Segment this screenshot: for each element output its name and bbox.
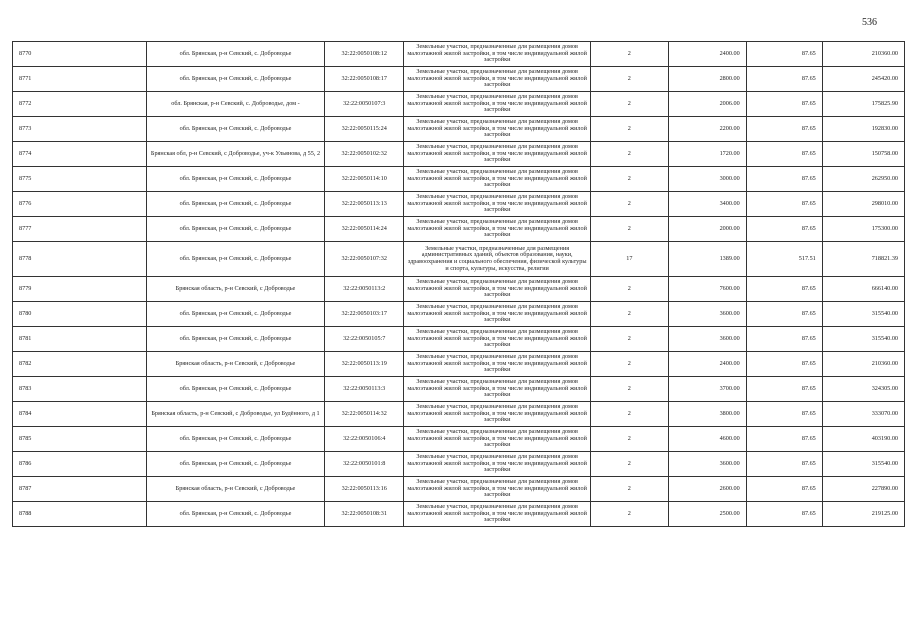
- table-row: [13, 477, 905, 502]
- area-cell: 3800.00: [668, 402, 746, 427]
- group-number-cell: 2: [591, 67, 668, 92]
- cadastral-number-cell: 32:22:0050108:12: [325, 42, 404, 67]
- row-number: 8785: [13, 427, 147, 452]
- row-number: 8779: [13, 277, 147, 302]
- specific-value-cell: 87.65: [746, 452, 822, 477]
- cadastral-number-cell: 32:22:0050114:32: [325, 402, 404, 427]
- cadastral-number-cell: 32:22:0050113:19: [325, 352, 404, 377]
- cadastral-value-cell: 227890.00: [822, 477, 904, 502]
- cadastral-number-cell: 32:22:0050105:7: [325, 327, 404, 352]
- cadastral-value-cell: 315540.00: [822, 327, 904, 352]
- table-row: [13, 402, 905, 427]
- cadastral-value-cell: 298010.00: [822, 192, 904, 217]
- area-cell: 2800.00: [668, 67, 746, 92]
- specific-value-cell: 517.51: [746, 242, 822, 277]
- cadastral-number-cell: 32:22:0050103:17: [325, 302, 404, 327]
- land-use-cell: Земельные участки, предназначенные для размещения домов малоэтажной жилой застройки, в том числе индивидуальной жилой застройки: [404, 452, 591, 477]
- row-number: 8770: [13, 42, 147, 67]
- specific-value-cell: 87.65: [746, 67, 822, 92]
- row-number: 8777: [13, 217, 147, 242]
- specific-value-cell: 87.65: [746, 217, 822, 242]
- group-number-cell: 2: [591, 477, 668, 502]
- specific-value-cell: 87.65: [746, 117, 822, 142]
- land-use-cell: Земельные участки, предназначенные для размещения домов малоэтажной жилой застройки, в том числе индивидуальной жилой застройки: [404, 402, 591, 427]
- table-row: [13, 502, 905, 527]
- area-cell: 2000.00: [668, 217, 746, 242]
- cadastral-number-cell: 32:22:0050113:16: [325, 477, 404, 502]
- row-number: 8773: [13, 117, 147, 142]
- group-number-cell: 2: [591, 452, 668, 477]
- cadastral-number-cell: 32:22:0050106:4: [325, 427, 404, 452]
- row-number: 8783: [13, 377, 147, 402]
- row-number: 8778: [13, 242, 147, 277]
- row-number: 8784: [13, 402, 147, 427]
- area-cell: 2400.00: [668, 352, 746, 377]
- specific-value-cell: 87.65: [746, 477, 822, 502]
- specific-value-cell: 87.65: [746, 277, 822, 302]
- land-use-cell: Земельные участки, предназначенные для размещения домов малоэтажной жилой застройки, в том числе индивидуальной жилой застройки: [404, 502, 591, 527]
- cadastral-number-cell: 32:22:0050113:3: [325, 377, 404, 402]
- area-cell: 3400.00: [668, 192, 746, 217]
- land-use-cell: Земельные участки, предназначенные для размещения домов малоэтажной жилой застройки, в том числе индивидуальной жилой застройки: [404, 427, 591, 452]
- cadastral-number-cell: 32:22:0050108:31: [325, 502, 404, 527]
- table-row: [13, 192, 905, 217]
- cadastral-number-cell: 32:22:0050107:32: [325, 242, 404, 277]
- cadastral-value-cell: 324305.00: [822, 377, 904, 402]
- row-number: 8781: [13, 327, 147, 352]
- cadastral-number-cell: 32:22:0050113:2: [325, 277, 404, 302]
- land-use-cell: Земельные участки, предназначенные для размещения домов малоэтажной жилой застройки, в том числе индивидуальной жилой застройки: [404, 142, 591, 167]
- specific-value-cell: 87.65: [746, 352, 822, 377]
- land-use-cell: Земельные участки, предназначенные для размещения домов малоэтажной жилой застройки, в том числе индивидуальной жилой застройки: [404, 477, 591, 502]
- area-cell: 1720.00: [668, 142, 746, 167]
- address-cell: обл. Брянская, р-н Севский, с. Доброводье: [146, 242, 325, 277]
- area-cell: 3600.00: [668, 452, 746, 477]
- address-cell: обл. Брянская, р-н Севский, с. Доброводье: [146, 167, 325, 192]
- cadastral-number-cell: 32:22:0050101:8: [325, 452, 404, 477]
- cadastral-value-cell: 718821.39: [822, 242, 904, 277]
- cadastral-value-cell: 262950.00: [822, 167, 904, 192]
- table-row: [13, 67, 905, 92]
- cadastral-value-cell: 315540.00: [822, 302, 904, 327]
- specific-value-cell: 87.65: [746, 192, 822, 217]
- land-use-cell: Земельные участки, предназначенные для размещения домов малоэтажной жилой застройки, в том числе индивидуальной жилой застройки: [404, 167, 591, 192]
- table-row: [13, 42, 905, 67]
- cadastral-number-cell: 32:22:0050102:32: [325, 142, 404, 167]
- cadastral-value-cell: 210360.00: [822, 352, 904, 377]
- specific-value-cell: 87.65: [746, 427, 822, 452]
- cadastral-value-cell: 210360.00: [822, 42, 904, 67]
- group-number-cell: 2: [591, 502, 668, 527]
- area-cell: 2600.00: [668, 477, 746, 502]
- row-number: 8780: [13, 302, 147, 327]
- land-use-cell: Земельные участки, предназначенные для размещения домов малоэтажной жилой застройки, в том числе индивидуальной жилой застройки: [404, 67, 591, 92]
- cadastral-number-cell: 32:22:0050113:13: [325, 192, 404, 217]
- cadastral-value-cell: 245420.00: [822, 67, 904, 92]
- address-cell: обл. Брянская, р-н Севский, с. Доброводье: [146, 42, 325, 67]
- land-use-cell: Земельные участки, предназначенные для размещения домов малоэтажной жилой застройки, в том числе индивидуальной жилой застройки: [404, 42, 591, 67]
- page-number: 536: [862, 17, 877, 28]
- cadastral-value-cell: 219125.00: [822, 502, 904, 527]
- specific-value-cell: 87.65: [746, 167, 822, 192]
- table-row: [13, 452, 905, 477]
- cadastral-number-cell: 32:22:0050114:24: [325, 217, 404, 242]
- address-cell: обл. Брянская, р-н Севский, с. Доброводье: [146, 452, 325, 477]
- address-cell: Брянская область, р-н Севский, с Доброводье: [146, 477, 325, 502]
- address-cell: обл. Брянская, р-н Севский, с. Доброводье: [146, 217, 325, 242]
- row-number: 8786: [13, 452, 147, 477]
- row-number: 8772: [13, 92, 147, 117]
- address-cell: обл. Брянская, р-н Севский, с. Доброводье: [146, 377, 325, 402]
- cadastral-number-cell: 32:22:0050115:24: [325, 117, 404, 142]
- area-cell: 3600.00: [668, 327, 746, 352]
- land-use-cell: Земельные участки, предназначенные для размещения домов малоэтажной жилой застройки, в том числе индивидуальной жилой застройки: [404, 377, 591, 402]
- cadastral-value-cell: 315540.00: [822, 452, 904, 477]
- table-row: [13, 327, 905, 352]
- cadastral-value-cell: 666140.00: [822, 277, 904, 302]
- cadastral-value-cell: 175300.00: [822, 217, 904, 242]
- address-cell: обл. Брянская, р-н Севский, с. Доброводье, дом -: [146, 92, 325, 117]
- specific-value-cell: 87.65: [746, 142, 822, 167]
- area-cell: 7600.00: [668, 277, 746, 302]
- specific-value-cell: 87.65: [746, 327, 822, 352]
- address-cell: обл. Брянская, р-н Севский, с. Доброводье: [146, 192, 325, 217]
- specific-value-cell: 87.65: [746, 42, 822, 67]
- table-row: [13, 92, 905, 117]
- table-row: [13, 117, 905, 142]
- group-number-cell: 2: [591, 192, 668, 217]
- group-number-cell: 2: [591, 142, 668, 167]
- table-row: [13, 242, 905, 277]
- cadastral-number-cell: 32:22:0050108:17: [325, 67, 404, 92]
- row-number: 8788: [13, 502, 147, 527]
- table-row: [13, 277, 905, 302]
- table-row: [13, 142, 905, 167]
- cadastral-value-cell: 175825.90: [822, 92, 904, 117]
- group-number-cell: 2: [591, 302, 668, 327]
- specific-value-cell: 87.65: [746, 92, 822, 117]
- cadastral-number-cell: 32:22:0050114:10: [325, 167, 404, 192]
- table-row: [13, 352, 905, 377]
- area-cell: 2200.00: [668, 117, 746, 142]
- group-number-cell: 2: [591, 377, 668, 402]
- land-use-cell: Земельные участки, предназначенные для размещения административных зданий, объектов образования, науки, здравоохранения и социального обеспечения, физической культуры и спорта, культуры, искусства, религии: [404, 242, 591, 277]
- cadastral-value-cell: 333070.00: [822, 402, 904, 427]
- address-cell: обл. Брянская, р-н Севский, с. Доброводье: [146, 327, 325, 352]
- area-cell: 3600.00: [668, 302, 746, 327]
- group-number-cell: 2: [591, 42, 668, 67]
- row-number: 8782: [13, 352, 147, 377]
- area-cell: 1389.00: [668, 242, 746, 277]
- land-use-cell: Земельные участки, предназначенные для размещения домов малоэтажной жилой застройки, в том числе индивидуальной жилой застройки: [404, 327, 591, 352]
- group-number-cell: 2: [591, 327, 668, 352]
- group-number-cell: 2: [591, 402, 668, 427]
- row-number: 8776: [13, 192, 147, 217]
- cadastral-value-cell: 150758.00: [822, 142, 904, 167]
- land-use-cell: Земельные участки, предназначенные для размещения домов малоэтажной жилой застройки, в том числе индивидуальной жилой застройки: [404, 117, 591, 142]
- table-row: [13, 217, 905, 242]
- land-use-cell: Земельные участки, предназначенные для размещения домов малоэтажной жилой застройки, в том числе индивидуальной жилой застройки: [404, 352, 591, 377]
- row-number: 8787: [13, 477, 147, 502]
- group-number-cell: 2: [591, 352, 668, 377]
- area-cell: 2006.00: [668, 92, 746, 117]
- address-cell: обл. Брянская, р-н Севский, с. Доброводье: [146, 117, 325, 142]
- group-number-cell: 2: [591, 217, 668, 242]
- specific-value-cell: 87.65: [746, 302, 822, 327]
- land-use-cell: Земельные участки, предназначенные для размещения домов малоэтажной жилой застройки, в том числе индивидуальной жилой застройки: [404, 277, 591, 302]
- address-cell: обл. Брянская, р-н Севский, с. Доброводье: [146, 302, 325, 327]
- group-number-cell: 2: [591, 167, 668, 192]
- group-number-cell: 2: [591, 117, 668, 142]
- cadastral-value-table: [12, 41, 905, 527]
- address-cell: Брянская обл, р-н Севский, с Доброводье, уч-к Ульянова, д 55, 2: [146, 142, 325, 167]
- address-cell: обл. Брянская, р-н Севский, с. Доброводье: [146, 502, 325, 527]
- cadastral-value-cell: 192830.00: [822, 117, 904, 142]
- area-cell: 3700.00: [668, 377, 746, 402]
- group-number-cell: 17: [591, 242, 668, 277]
- address-cell: обл. Брянская, р-н Севский, с. Доброводье: [146, 67, 325, 92]
- area-cell: 2400.00: [668, 42, 746, 67]
- group-number-cell: 2: [591, 92, 668, 117]
- address-cell: Брянская область, р-н Севский, с Доброводье: [146, 352, 325, 377]
- land-use-cell: Земельные участки, предназначенные для размещения домов малоэтажной жилой застройки, в том числе индивидуальной жилой застройки: [404, 92, 591, 117]
- table-row: [13, 427, 905, 452]
- address-cell: Брянская область, р-н Севский, с Доброводье: [146, 277, 325, 302]
- table-row: [13, 377, 905, 402]
- row-number: 8774: [13, 142, 147, 167]
- land-use-cell: Земельные участки, предназначенные для размещения домов малоэтажной жилой застройки, в том числе индивидуальной жилой застройки: [404, 217, 591, 242]
- area-cell: 2500.00: [668, 502, 746, 527]
- group-number-cell: 2: [591, 427, 668, 452]
- area-cell: 3000.00: [668, 167, 746, 192]
- table-row: [13, 302, 905, 327]
- land-use-cell: Земельные участки, предназначенные для размещения домов малоэтажной жилой застройки, в том числе индивидуальной жилой застройки: [404, 302, 591, 327]
- address-cell: Брянская область, р-н Севский, с Доброводье, ул Будённого, д 1: [146, 402, 325, 427]
- cadastral-value-cell: 403190.00: [822, 427, 904, 452]
- area-cell: 4600.00: [668, 427, 746, 452]
- address-cell: обл. Брянская, р-н Севский, с. Доброводье: [146, 427, 325, 452]
- specific-value-cell: 87.65: [746, 402, 822, 427]
- group-number-cell: 2: [591, 277, 668, 302]
- specific-value-cell: 87.65: [746, 502, 822, 527]
- row-number: 8771: [13, 67, 147, 92]
- cadastral-number-cell: 32:22:0050107:3: [325, 92, 404, 117]
- table-row: [13, 167, 905, 192]
- land-use-cell: Земельные участки, предназначенные для размещения домов малоэтажной жилой застройки, в том числе индивидуальной жилой застройки: [404, 192, 591, 217]
- row-number: 8775: [13, 167, 147, 192]
- specific-value-cell: 87.65: [746, 377, 822, 402]
